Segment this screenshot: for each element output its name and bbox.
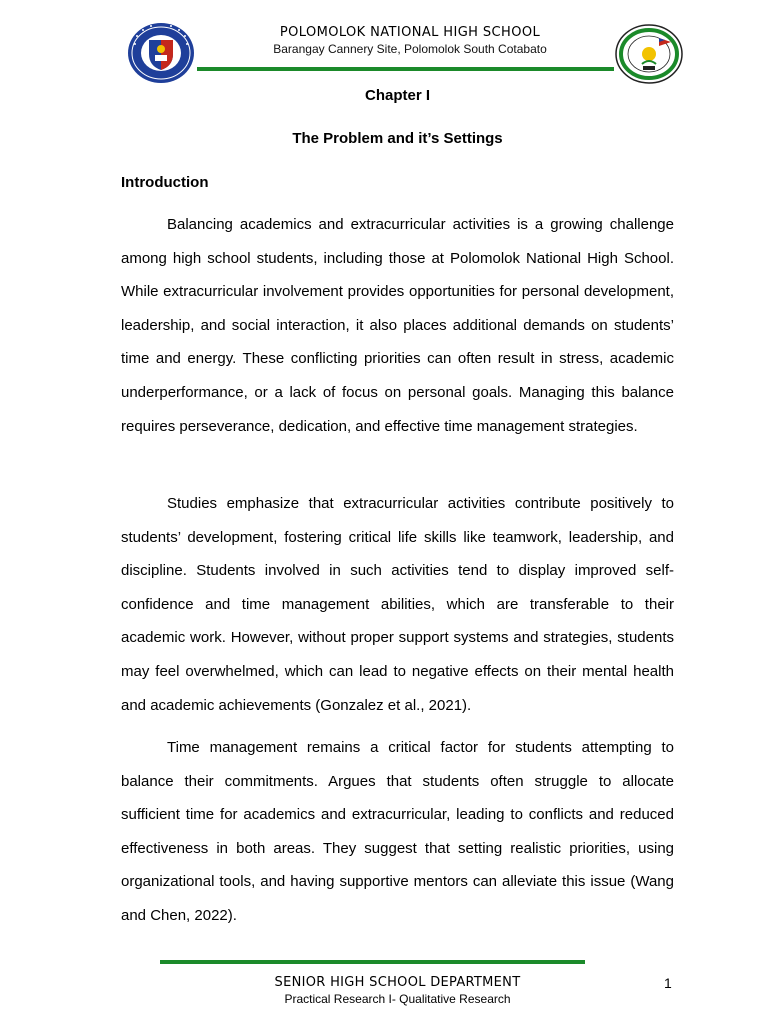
body-paragraph: Balancing academics and extracurricular activities is a growing challenge among high school students, including those at Polomolok National High School. While extracurricular involvement provides opportunities for personal development, leadership, and social interaction, it also places additional demands on students’ time and energy. These conflicting priorities can often result in stress, academic underperformance, or a lack of focus on personal goals. Managing this balance requires perseverance, dedication, and effective time management strategies. [121,216,674,435]
chapter-heading: Chapter I [364,87,430,104]
body-paragraph: Time management remains a critical factor for students attempting to balance their commitments. Argues that students often struggle to allocate sufficient time for academics and extracurricular, leading to conflicts and reduced effectiveness in both areas. They suggest that setting realistic priorities, using organizational tools, and having supportive mentors can alleviate this issue (Wang and Chen, 2022). [121,739,674,924]
school-name: POLOMOLOK NATIONAL HIGH SCHOOL [279,25,541,40]
body-paragraph: Studies emphasize that extracurricular activities contribute positively to students’ development, fostering critical life skills like teamwork, leadership, and discipline. Students involved in such activities tend to display improved self-confidence and time management abilities, which are transferable to their academic work. However, without proper support systems and strategies, students may feel overwhelmed, which can lead to negative effects on their mental health and academic achievements (Gonzalez et al., 2021). [121,495,674,714]
school-address: Barangay Cannery Site, Polomolok South Cotabato [273,42,547,56]
footer-department: SENIOR HIGH SCHOOL DEPARTMENT [274,975,521,990]
header-rule [197,67,614,71]
page-number: 1 [664,975,672,991]
school-seal-icon [615,24,683,84]
footer-subject: Practical Research I- Qualitative Research [284,992,511,1006]
section-heading: Introduction [121,174,209,191]
document-title: The Problem and it’s Settings [292,130,503,147]
deped-seal-icon [127,22,195,84]
footer-rule [160,960,585,964]
